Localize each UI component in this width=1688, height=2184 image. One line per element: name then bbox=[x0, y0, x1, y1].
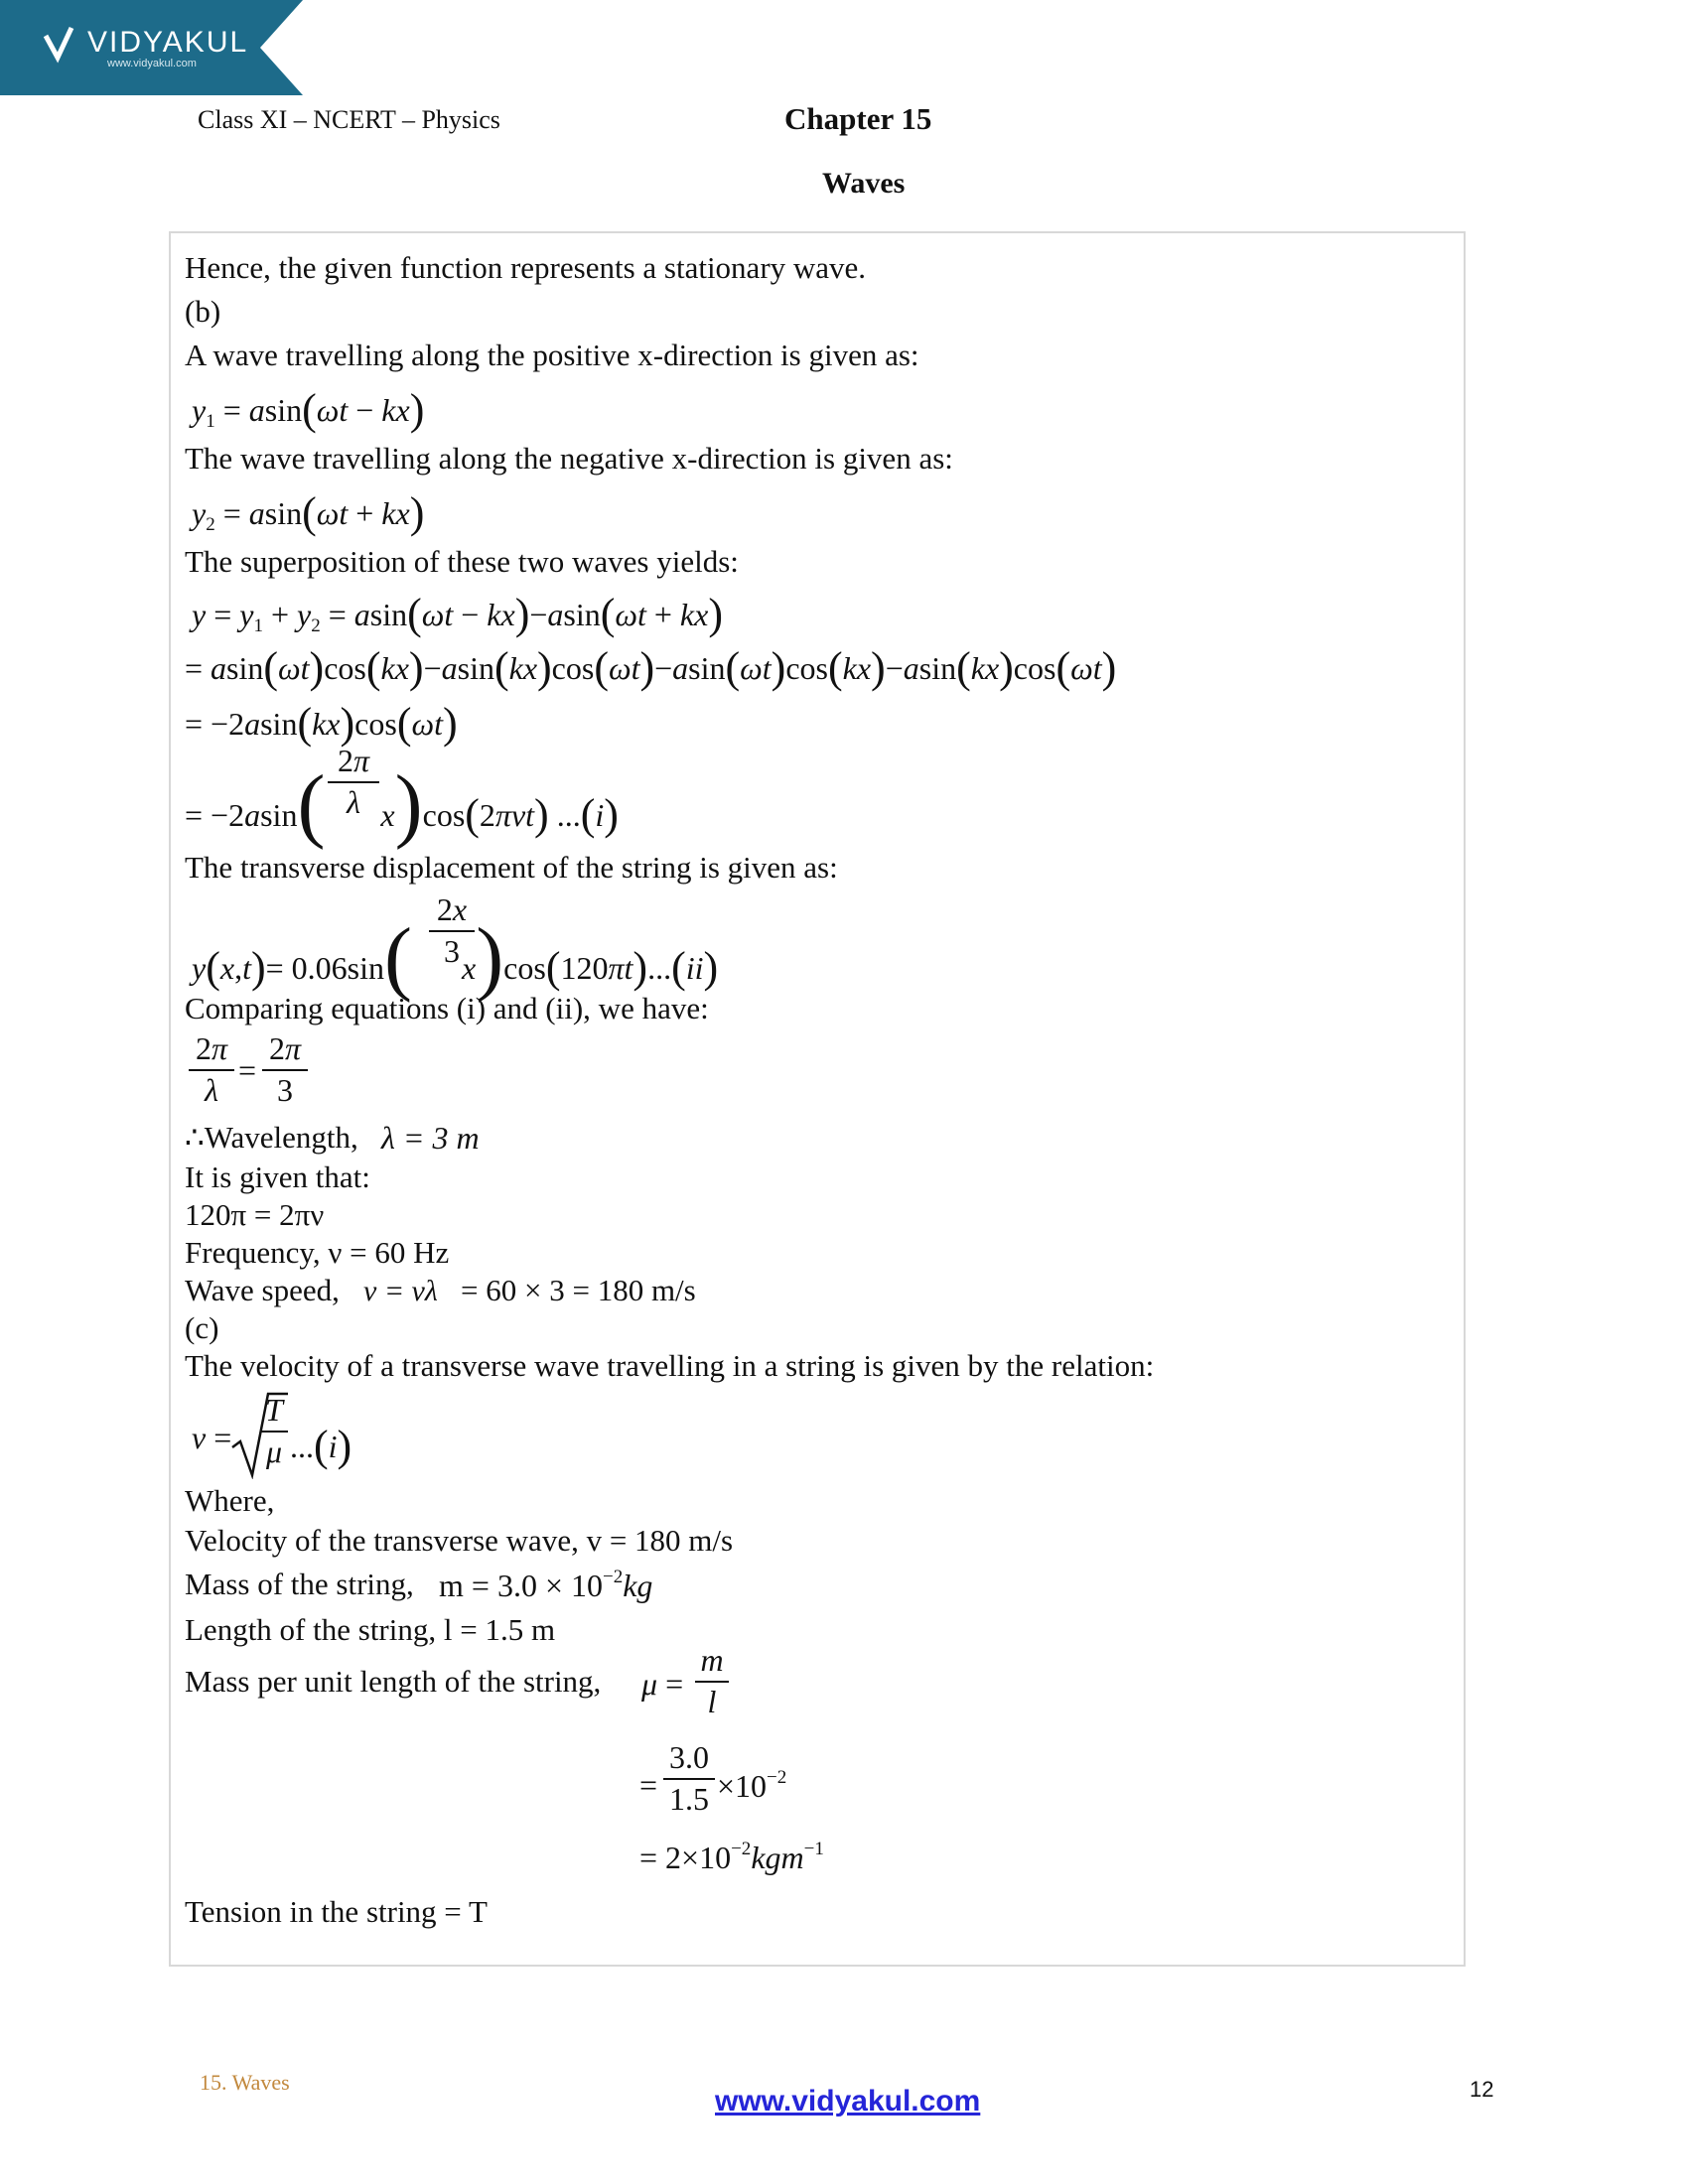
equation-velocity-relation: v = bbox=[192, 1420, 232, 1455]
fraction-2pi-over-lambda: 2π λ bbox=[328, 745, 379, 819]
brand-name: VIDYAKUL bbox=[87, 26, 249, 59]
text-line: Frequency, ν = 60 Hz bbox=[185, 1235, 450, 1270]
text-line: The wave travelling along the negative x-direction is given as: bbox=[185, 441, 953, 476]
text-line: Tension in the string = T bbox=[185, 1894, 488, 1929]
equation-mu-result: = $2\times 10^{-2}kgm^{-1}$ bbox=[639, 1839, 824, 1875]
equation-mu: μ = bbox=[641, 1666, 684, 1702]
page-number: 12 bbox=[1470, 2077, 1494, 2102]
text-line: Mass of the string, bbox=[185, 1567, 414, 1601]
text-line: ∴Wavelength, bbox=[185, 1120, 358, 1155]
class-label: Class XI – NCERT – Physics bbox=[198, 105, 500, 134]
text-line: Wave speed, bbox=[185, 1273, 340, 1307]
wave-speed-value: = 60 × 3 = 180 m/s bbox=[461, 1273, 696, 1307]
equation-superposition: $y = y_1 + y_2 = asin(\omega t - kx)-asin(\omega t + kx)$ bbox=[192, 590, 723, 638]
fraction-2x-over-3: 2x 3 bbox=[429, 893, 475, 968]
mass-value: $m = 3.0 \times 10^{-2}kg$ bbox=[439, 1567, 653, 1603]
fraction-t-over-mu: T μ bbox=[260, 1394, 288, 1468]
text-line: The transverse displacement of the string is given as: bbox=[185, 850, 838, 885]
wave-speed-symbol: v = νλ bbox=[363, 1275, 438, 1307]
text-line: Mass per unit length of the string, bbox=[185, 1664, 602, 1699]
equation-expansion: = asin(ωt)cos(kx)−asin(kx)cos(ωt)−asin(ωt)cos(kx)−asin(kx)cos(ωt) bbox=[185, 643, 1117, 692]
text-line: Hence, the given function represents a stationary wave. bbox=[185, 250, 867, 285]
fraction-2pi-over-lambda: 2π λ bbox=[189, 1032, 234, 1107]
wavelength-value: λ = 3 m bbox=[381, 1120, 480, 1156]
text-line: 120π = 2πν bbox=[185, 1197, 325, 1232]
brand-url: www.vidyakul.com bbox=[107, 58, 197, 69]
equation-i: = −2asin( x)cos(2πνt) ...(i) bbox=[185, 758, 619, 851]
page-title: Waves bbox=[822, 167, 906, 200]
equals-sign: = bbox=[639, 1767, 658, 1803]
power-of-ten: $\times 10^{-2}$ bbox=[717, 1767, 787, 1804]
text-line: (b) bbox=[185, 294, 221, 329]
text-line: A wave travelling along the positive x-direction is given as: bbox=[185, 338, 919, 372]
text-line: The velocity of a transverse wave travelling in a string is given by the relation: bbox=[185, 1348, 1155, 1383]
equation-y1: $y_1 = asin(\omega t - kx)$ bbox=[192, 385, 425, 434]
fraction-2pi-over-3: 2π 3 bbox=[262, 1032, 308, 1107]
fraction-m-over-l: m l bbox=[695, 1644, 729, 1718]
text-line: Where, bbox=[185, 1483, 275, 1518]
text-line: Length of the string, l = 1.5 m bbox=[185, 1612, 556, 1647]
text-line: Comparing equations (i) and (ii), we have: bbox=[185, 991, 709, 1025]
text-line: (c) bbox=[185, 1310, 219, 1345]
chapter-heading: Chapter 15 bbox=[784, 101, 932, 136]
footer-section-label: 15. Waves bbox=[200, 2070, 290, 2095]
fraction-3-over-1-5: 3.0 1.5 bbox=[663, 1741, 715, 1816]
equation-simplified: = −2asin(kx)cos(ωt) bbox=[185, 699, 458, 748]
equals-sign: = bbox=[238, 1052, 257, 1088]
text-line: It is given that: bbox=[185, 1160, 370, 1194]
equation-ii: y(x,t)= 0.06sin( x)cos(120πt)...(ii) bbox=[192, 911, 719, 1004]
text-line: The superposition of these two waves yields: bbox=[185, 544, 739, 579]
footer-website-link[interactable]: www.vidyakul.com bbox=[715, 2085, 981, 2117]
equation-y2: $y_2 = asin(\omega t + kx)$ bbox=[192, 488, 425, 537]
equation-label-i: ...(i) bbox=[290, 1422, 352, 1470]
text-line: Velocity of the transverse wave, v = 180 m/s bbox=[185, 1523, 734, 1558]
